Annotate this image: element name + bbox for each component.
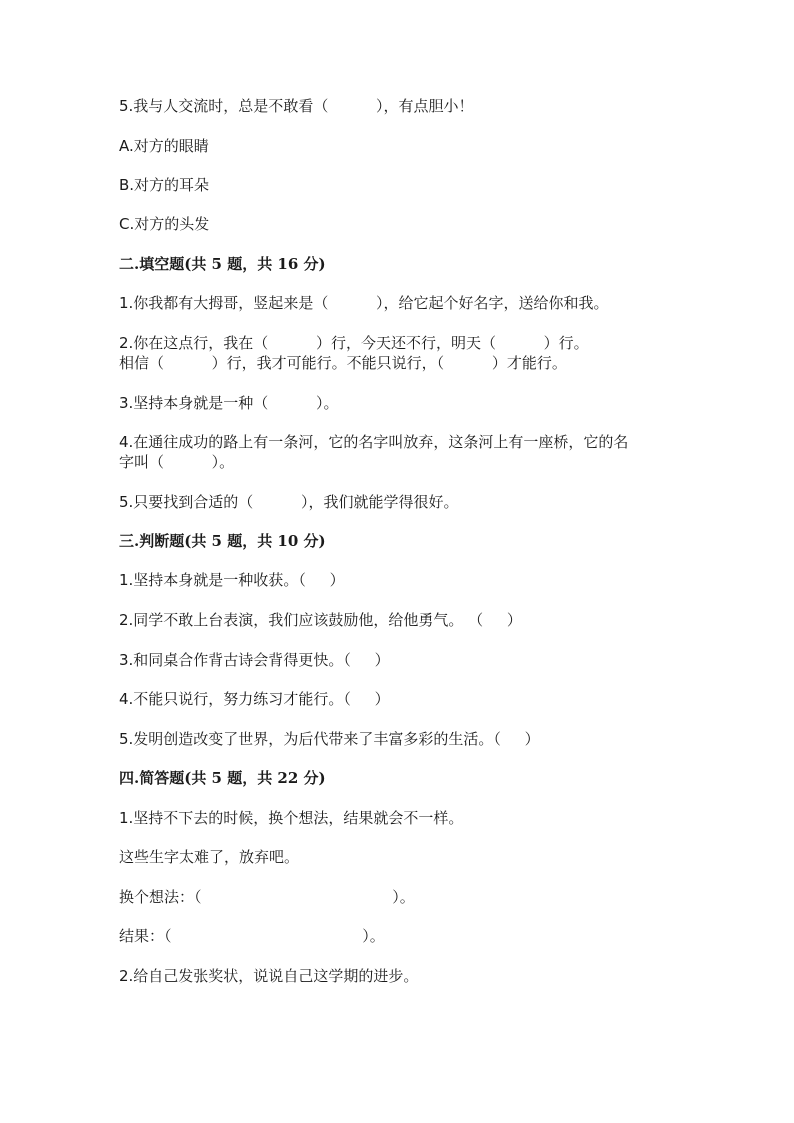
fill-question-2-line-2: 相信（ ）行，我才可能行。不能只说行，（ ）才能行。 — [119, 354, 567, 372]
judge-question-5: 5.发明创造改变了世界，为后代带来了丰富多彩的生活。（ ） — [119, 730, 540, 748]
fill-question-3: 3.坚持本身就是一种（ ）。 — [119, 394, 339, 412]
short-question-1-result: 结果：（ ）。 — [119, 927, 385, 945]
judge-question-4: 4.不能只说行，努力练习才能行。（ ） — [119, 690, 390, 708]
section-heading-judge: 三.判断题(共 5 题，共 10 分) — [119, 532, 326, 550]
short-question-1-prompt: 这些生字太难了，放弃吧。 — [119, 848, 300, 866]
short-question-1: 1.坚持不下去的时候，换个想法，结果就会不一样。 — [119, 809, 464, 827]
fill-question-2-line-1: 2.你在这点行，我在（ ）行，今天还不行，明天（ ）行。 — [119, 334, 589, 352]
fill-question-4-line-1: 4.在通往成功的路上有一条河，它的名字叫放弃，这条河上有一座桥，它的名 — [119, 433, 629, 451]
fill-question-5: 5.只要找到合适的（ ），我们就能学得很好。 — [119, 493, 459, 511]
section-heading-short-answer: 四.简答题(共 5 题，共 22 分) — [119, 769, 326, 787]
short-question-2: 2.给自己发张奖状，说说自己这学期的进步。 — [119, 967, 419, 985]
option-b: B.对方的耳朵 — [119, 176, 210, 194]
fill-question-4-line-2: 字叫（ ）。 — [119, 453, 235, 471]
judge-question-2: 2.同学不敢上台表演，我们应该鼓励他，给他勇气。 （ ） — [119, 611, 522, 629]
judge-question-3: 3.和同桌合作背古诗会背得更快。（ ） — [119, 651, 390, 669]
section-heading-fill-blank: 二.填空题(共 5 题，共 16 分) — [119, 255, 326, 273]
option-a: A.对方的眼睛 — [119, 137, 209, 155]
short-question-1-change-thought: 换个想法：（ ）。 — [119, 888, 415, 906]
question-5-text: 5.我与人交流时，总是不敢看（ ），有点胆小！ — [119, 97, 474, 115]
option-c: C.对方的头发 — [119, 215, 210, 233]
fill-question-1: 1.你我都有大拇哥，竖起来是（ ），给它起个好名字，送给你和我。 — [119, 294, 609, 312]
judge-question-1: 1.坚持本身就是一种收获。（ ） — [119, 571, 345, 589]
